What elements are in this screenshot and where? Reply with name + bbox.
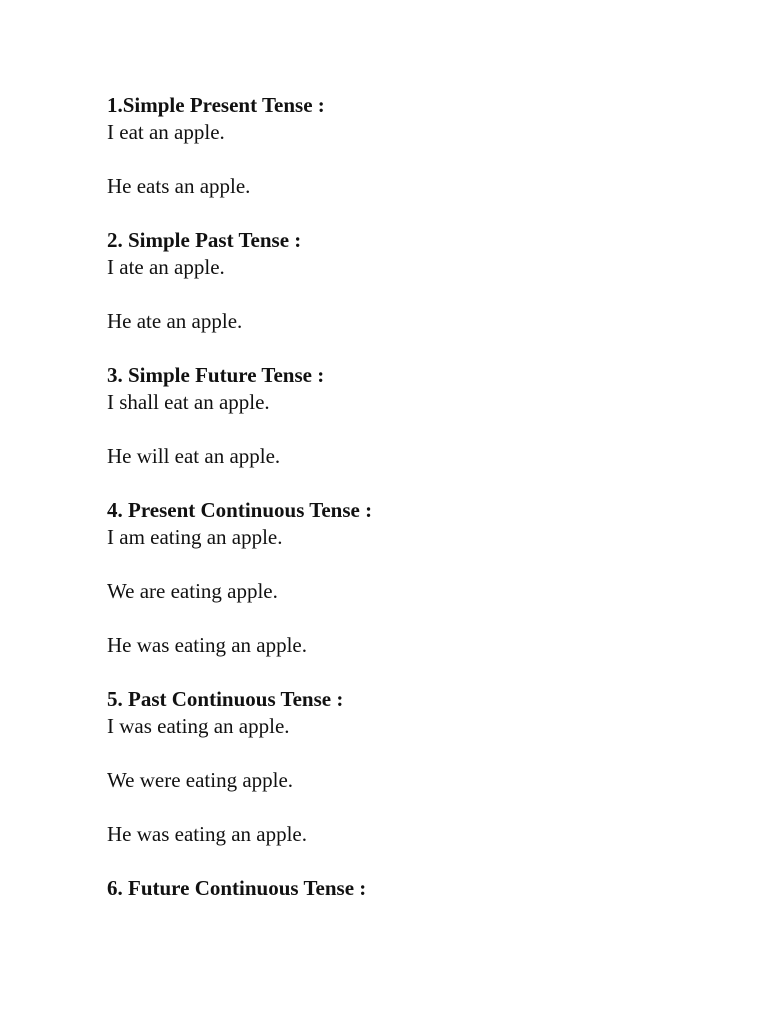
section-present-continuous xyxy=(107,497,707,659)
section-simple-future xyxy=(107,362,707,470)
section-heading: 1.Simple Present Tense : xyxy=(107,93,325,117)
section-heading: 4. Present Continuous Tense : xyxy=(107,498,373,522)
example-sentence: I eat an apple. xyxy=(107,120,225,144)
example-sentence: He eats an apple. xyxy=(107,174,251,198)
section-simple-past xyxy=(107,227,707,335)
example-sentence: I am eating an apple. xyxy=(107,525,283,549)
blank-line xyxy=(107,416,707,443)
section-future-continuous xyxy=(107,875,707,902)
blank-line xyxy=(107,740,707,767)
blank-line xyxy=(107,605,707,632)
document-page xyxy=(107,92,707,929)
example-sentence: I was eating an apple. xyxy=(107,714,290,738)
section-past-continuous xyxy=(107,686,707,848)
example-sentence: We were eating apple. xyxy=(107,768,294,792)
example-sentence: We are eating apple. xyxy=(107,579,278,603)
section-heading: 6. Future Continuous Tense : xyxy=(107,876,367,900)
example-sentence: He was eating an apple. xyxy=(107,633,308,657)
blank-line xyxy=(107,146,707,173)
example-sentence: I ate an apple. xyxy=(107,255,225,279)
example-sentence: He will eat an apple. xyxy=(107,444,281,468)
blank-line xyxy=(107,551,707,578)
blank-line xyxy=(107,281,707,308)
section-simple-present xyxy=(107,92,707,200)
example-sentence: I shall eat an apple. xyxy=(107,390,270,414)
section-heading: 5. Past Continuous Tense : xyxy=(107,687,344,711)
section-heading: 2. Simple Past Tense : xyxy=(107,228,302,252)
blank-line xyxy=(107,794,707,821)
section-heading: 3. Simple Future Tense : xyxy=(107,363,325,387)
example-sentence: He ate an apple. xyxy=(107,309,243,333)
example-sentence: He was eating an apple. xyxy=(107,822,308,846)
